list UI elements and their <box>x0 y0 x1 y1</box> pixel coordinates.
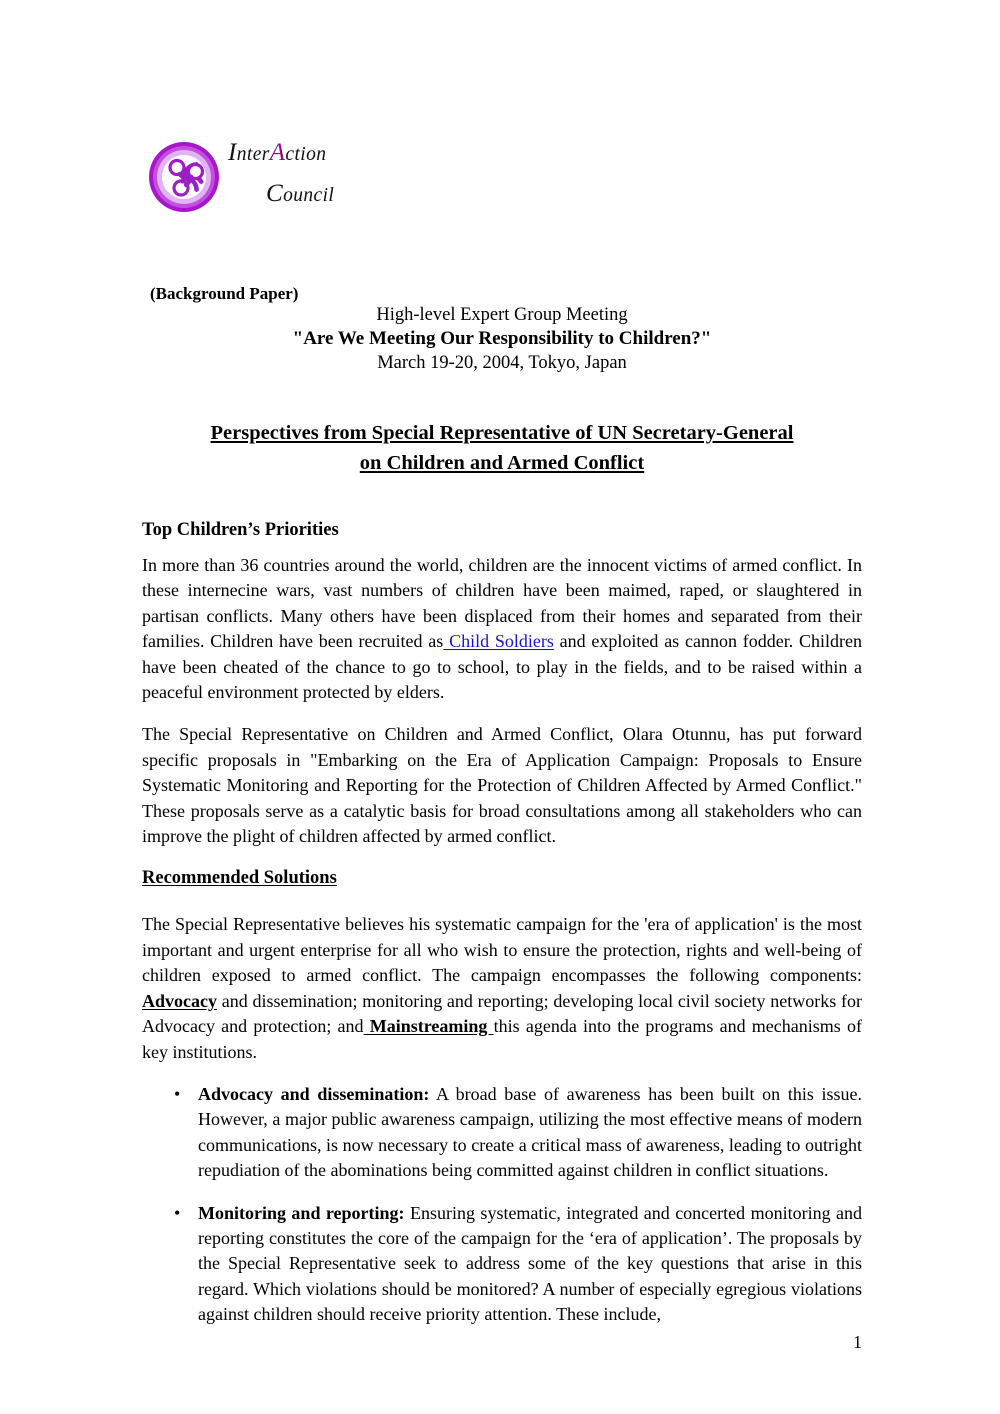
list-item-lead: Advocacy and dissemination: <box>198 1083 430 1104</box>
meeting-theme: "Are We Meeting Our Responsibility to Children?" <box>292 328 712 349</box>
bullet-marker-icon: • <box>174 1083 181 1104</box>
brand-cap-i: I <box>228 139 237 166</box>
recommendation-list <box>142 1082 862 1328</box>
child-soldiers-link[interactable]: Child Soldiers <box>443 631 554 652</box>
brand-header <box>148 138 568 253</box>
paragraph-3-part-b: and dissemination; monitoring and reporting; developing local civil society networks for Advocacy and protection; and <box>142 990 862 1037</box>
document-body <box>142 518 862 1345</box>
brand-nter: nter <box>236 144 270 165</box>
list-item-text: A broad base of awareness has been built on this issue. However, a major public awareness campaign, utilizing the most effective means of modern communications, is now necessary to create a critical mass of awareness, leading to outright repudiation of the abominations being committed against children in conflict situations. <box>198 1083 862 1181</box>
brand-line-council <box>266 179 566 211</box>
page-number: 1 <box>853 1332 862 1352</box>
meeting-date-place: March 19-20, 2004, Tokyo, Japan <box>377 353 627 373</box>
emphasis-advocacy: Advocacy <box>142 990 217 1011</box>
interaction-council-triskelion-logo-icon <box>148 141 220 213</box>
meeting-info <box>142 303 862 375</box>
brand-cap-c: C <box>266 180 284 207</box>
page-title-line-2: on Children and Armed Conflict <box>359 452 645 474</box>
background-paper-label: (Background Paper) <box>150 284 299 303</box>
paragraph-3 <box>142 912 862 1064</box>
page-title-line-1: Perspectives from Special Representative of UN Secretary-General <box>210 422 794 444</box>
paragraph-3-part-a: The Special Representative believes his systematic campaign for the 'era of application' is the most important and urgent enterprise for all who wish to ensure the protection, rights and well-being of children exposed to armed conflict. The campaign encompasses the following components: <box>142 914 862 986</box>
section-heading-priorities: Top Children’s Priorities <box>142 520 339 540</box>
paragraph-2: The Special Representative on Children and Armed Conflict, Olara Otunnu, has put forward specific proposals in "Embarking on the Era of Application Campaign: Proposals to Ensure Systematic Monitoring and Reporting for the Protection of Children Affected by Armed Conflict." These proposals serve as a catalytic basis for broad consultations among all stakeholders who can improve the plight of children affected by armed conflict. <box>142 724 862 847</box>
emphasis-mainstreaming: Mainstreaming <box>363 1016 494 1037</box>
list-item <box>142 1082 862 1184</box>
meeting-name: High-level Expert Group Meeting <box>376 305 628 325</box>
paragraph-1 <box>142 553 862 705</box>
brand-cap-a: A <box>269 139 286 166</box>
section-heading-solutions-wrap <box>142 866 862 901</box>
list-item <box>142 1201 862 1328</box>
list-item-lead: Monitoring and reporting: <box>198 1202 405 1223</box>
paragraph-1-part-a: In more than 36 countries around the world, children are the innocent victims of armed conflict. In these internecine wars, vast numbers of children have been maimed, raped, or slaughtered in partisan conflicts. Many others have been displaced from their homes and separated from their families. Children have been recruited as <box>142 555 862 652</box>
brand-ouncil: ouncil <box>283 185 335 206</box>
brand-ction: ction <box>285 144 327 165</box>
paragraph-1-part-b: and exploited as cannon fodder. Children have been cheated of the chance to go to school, to play in the fields, and to be raised within a peaceful environment protected by elders. <box>142 631 862 703</box>
brand-wordmark <box>226 138 566 211</box>
paragraph-3-part-c: this agenda into the programs and mechanisms of key institutions. <box>142 1016 862 1062</box>
bullet-marker-icon: • <box>174 1202 181 1223</box>
section-heading-solutions: Recommended Solutions <box>142 868 337 889</box>
page-title <box>142 418 862 478</box>
brand-line-interaction <box>228 138 566 170</box>
list-item-text: Ensuring systematic, integrated and concerted monitoring and reporting constitutes the core of the campaign for the ‘era of application’. The proposals by the Special Representative seek to address some of the key questions that arise in this regard. Which violations should be monitored? A number of especially egregious violations against children should receive priority attention. These include, <box>198 1202 863 1325</box>
